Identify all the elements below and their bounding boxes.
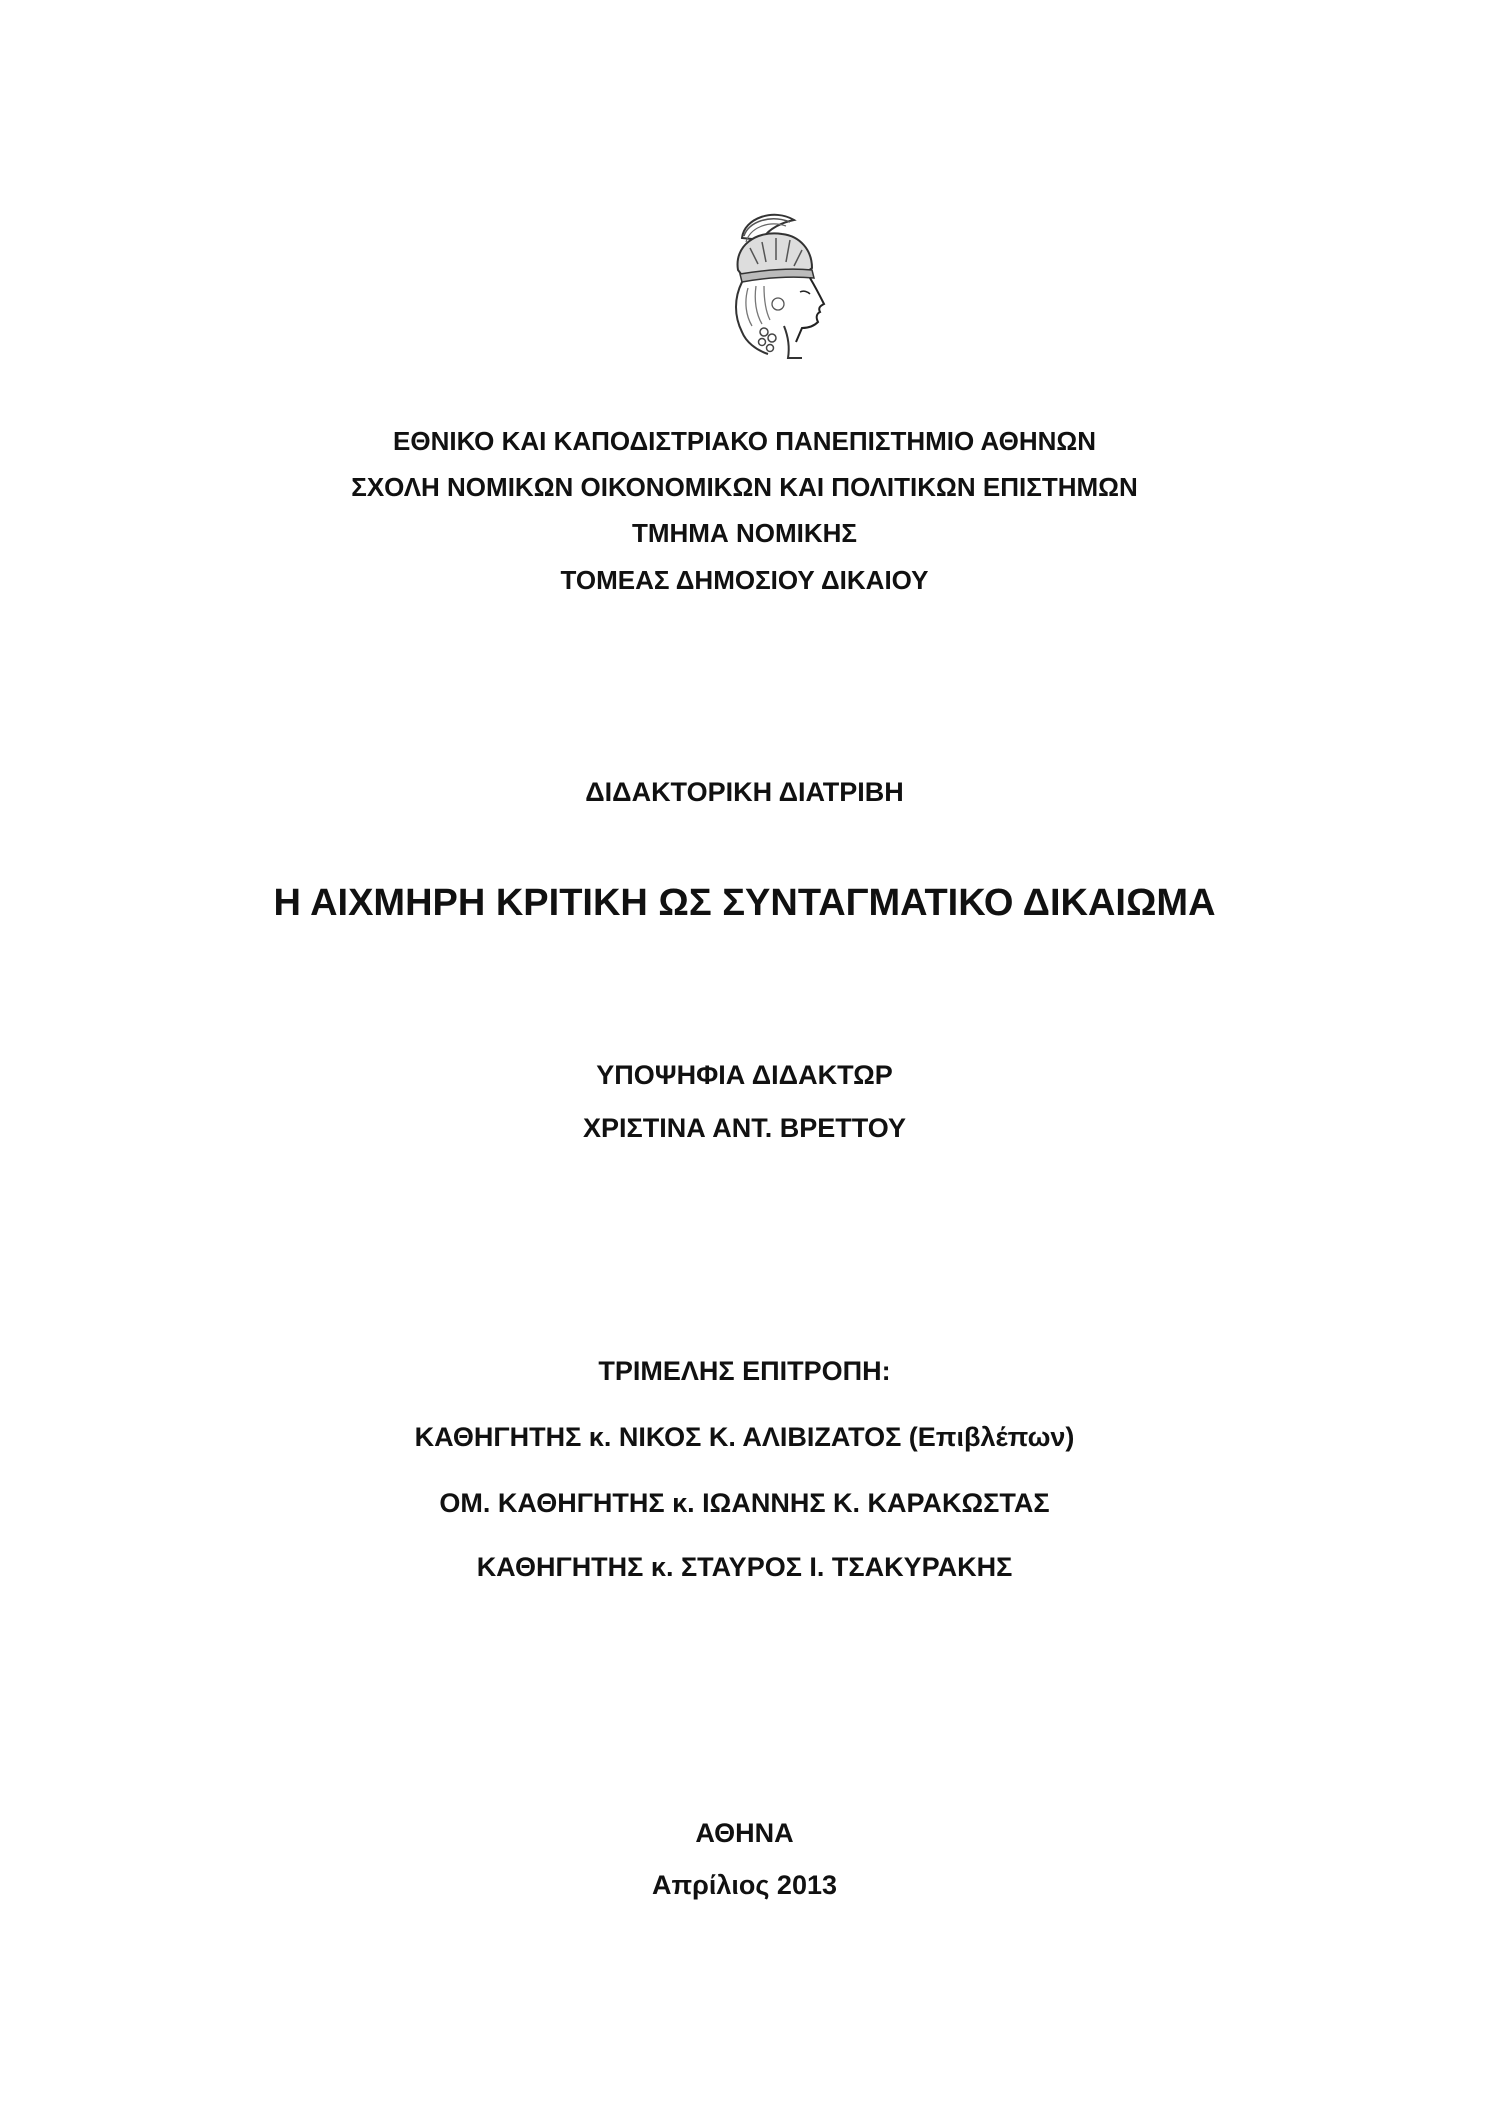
committee-member: ΟΜ. ΚΑΘΗΓΗΤΗΣ κ. ΙΩΑΝΝΗΣ Κ. ΚΑΡΑΚΩΣΤΑΣ xyxy=(439,1488,1050,1518)
committee-member: ΚΑΘΗΓΗΤΗΣ κ. ΣΤΑΥΡΟΣ Ι. ΤΣΑΚΥΡΑΚΗΣ xyxy=(476,1552,1013,1582)
candidate-name: ΧΡΙΣΤΙΝΑ ΑΝΤ. ΒΡΕΤΤΟΥ xyxy=(582,1113,906,1143)
city: ΑΘΗΝΑ xyxy=(695,1818,794,1848)
school-name: ΣΧΟΛΗ ΝΟΜΙΚΩΝ ΟΙΚΟΝΟΜΙΚΩΝ ΚΑΙ ΠΟΛΙΤΙΚΩΝ ΕΠΙΣΤΗΜΩΝ xyxy=(351,472,1138,502)
date: Απρίλιος 2013 xyxy=(652,1870,837,1900)
sector-name: ΤΟΜΕΑΣ ΔΗΜΟΣΙΟΥ ΔΙΚΑΙΟΥ xyxy=(560,565,929,595)
thesis-title: Η ΑΙΧΜΗΡΗ ΚΡΙΤΙΚΗ ΩΣ ΣΥΝΤΑΓΜΑΤΙΚΟ ΔΙΚΑΙΩΜΑ xyxy=(273,882,1216,924)
document-type: ΔΙΔΑΚΤΟΡΙΚΗ ΔΙΑΤΡΙΒΗ xyxy=(585,777,904,807)
committee-member: ΚΑΘΗΓΗΤΗΣ κ. ΝΙΚΟΣ Κ. ΑΛΙΒΙΖΑΤΟΣ (Επιβλέπων) xyxy=(414,1422,1075,1452)
candidate-role: ΥΠΟΨΗΦΙΑ ΔΙΔΑΚΤΩΡ xyxy=(596,1060,893,1090)
department-name: ΤΜΗΜΑ ΝΟΜΙΚΗΣ xyxy=(631,518,857,548)
athena-head-emblem-icon xyxy=(704,208,842,360)
committee-heading: ΤΡΙΜΕΛΗΣ ΕΠΙΤΡΟΠΗ: xyxy=(598,1356,891,1386)
university-name: ΕΘΝΙΚΟ ΚΑΙ ΚΑΠΟΔΙΣΤΡΙΑΚΟ ΠΑΝΕΠΙΣΤΗΜΙΟ ΑΘΗΝΩΝ xyxy=(393,426,1096,456)
